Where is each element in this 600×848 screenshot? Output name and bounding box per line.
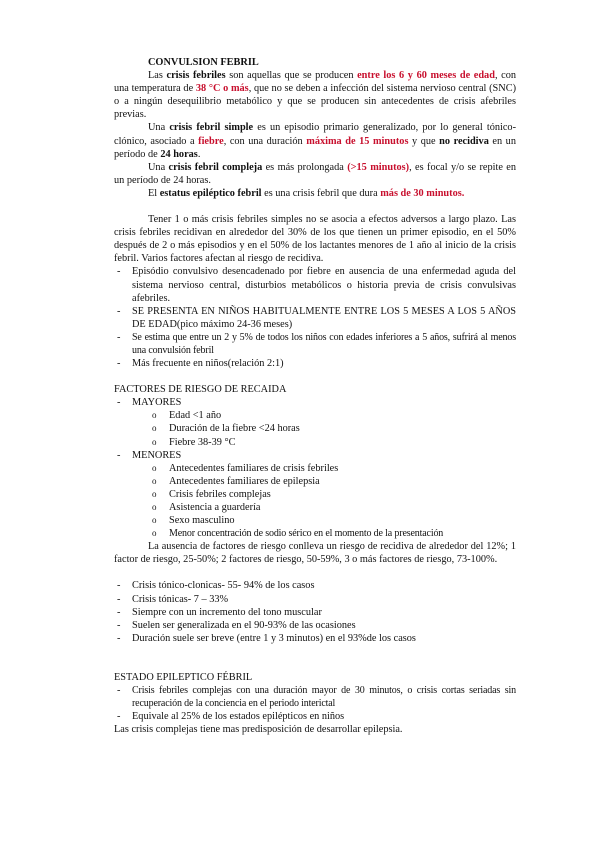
sublist-mayores [132, 409, 516, 448]
dash-marker: - [117, 358, 121, 370]
list-risk-factors [114, 396, 516, 540]
list-caracteristicas [114, 265, 516, 370]
sublist-item-text: Fiebre 38-39 °C [169, 436, 236, 448]
sublist-item-text: Antecedentes familiares de epilepsia [169, 475, 320, 487]
circle-bullet-icon: o [152, 410, 157, 421]
list-item-menores [114, 449, 516, 541]
dash-marker: - [117, 305, 121, 317]
paragraph-conclusion: Las crisis complejas tiene mas predisposición de desarrollar epilepsia. [114, 724, 403, 736]
text: , es focal y/o se repite en un período de 24 horas. [114, 161, 516, 186]
dash-marker: - [117, 606, 121, 618]
list-item-text: Equivale al 25% de los estados epilépticos en niños [132, 711, 345, 723]
group-label: MENORES [132, 449, 182, 461]
sublist-item [152, 409, 516, 422]
circle-bullet-icon: o [152, 436, 157, 447]
text: Una [148, 122, 170, 134]
dash-marker: - [117, 632, 121, 644]
sublist-menores [132, 462, 516, 541]
list-item-text: Episódio convulsivo desencadenado por fiebre en ausencia de una enfermedad aguda del sistema nervioso central, disturbios metabólicos o historia previa de crisis convulsivas afebriles. [132, 266, 516, 304]
bold-term: crisis febriles [166, 70, 226, 82]
status-title: ESTADO EPILEPTICO FÉBRIL [114, 671, 253, 683]
text: es un episodio primario generalizado, por lo general tónico-clónico, asociado a [114, 122, 517, 147]
highlight-red: (>15 minutos) [347, 161, 410, 173]
text: son aquellas que se producen [225, 70, 358, 82]
text: Una [148, 161, 169, 173]
sublist-item [152, 501, 516, 514]
text: , con una temperatura de [114, 70, 516, 95]
bold-term: estatus epiléptico febril [159, 187, 262, 199]
list-item [114, 593, 516, 606]
list-item-text: Crisis febriles complejas con una duración mayor de 30 minutos, o crisis cortas seriadas sin recuperación de la conciencia en el periodo interictal [132, 685, 516, 710]
bold-term: crisis febril compleja [168, 161, 263, 173]
dash-marker: - [117, 449, 121, 461]
document-page [114, 56, 516, 736]
sublist-item [152, 422, 516, 435]
sublist-item-text: Edad <1 año [169, 410, 222, 422]
text: El [148, 187, 160, 199]
list-item [114, 684, 516, 710]
paragraph-crisis-compleja [114, 161, 516, 187]
dash-marker: - [117, 331, 121, 343]
dash-marker: - [117, 711, 121, 723]
list-item [114, 331, 516, 357]
list-item-text: Crisis tónico-clonicas- 55- 94% de los casos [132, 580, 315, 592]
paragraph-recidiva: Tener 1 o más crisis febriles simples no se asocia a efectos adversos a largo plazo. Las crisis febriles recidivan en alrededor del 30% de los que tienen un primer episodio, en el 50% después de 2 o más episodios y en el 50% de los lactantes menores de 1 año al inicio de la crisis febril. Varios factores afectan al riesgo de recidiva. [114, 214, 516, 265]
list-item [114, 606, 516, 619]
list-item-text: Duración suele ser breve (entre 1 y 3 minutos) en el 93%de los casos [132, 632, 416, 644]
bold-term: 24 horas [160, 148, 198, 160]
circle-bullet-icon: o [152, 502, 157, 512]
list-item [114, 710, 516, 723]
risk-factors-title: FACTORES DE RIESGO DE RECAIDA [114, 384, 287, 396]
text: es una crisis febril que dura [261, 187, 381, 199]
highlight-red: entre los 6 y 60 meses de edad [357, 70, 495, 82]
bold-term: crisis febril simple [169, 122, 254, 134]
sublist-item-text: Sexo masculino [169, 515, 235, 527]
list-item [114, 357, 516, 370]
sublist-item [152, 462, 516, 475]
dash-marker: - [117, 397, 121, 409]
sublist-item [152, 527, 516, 540]
sublist-item-text: Asistencia a guardería [169, 502, 261, 513]
dash-marker: - [117, 685, 121, 697]
group-label: MAYORES [132, 397, 182, 409]
dash-marker: - [117, 266, 121, 278]
text: en un período de [114, 135, 516, 160]
text: y que [408, 135, 440, 147]
sublist-item-text: Duración de la fiebre <24 horas [169, 423, 300, 435]
dash-marker: - [117, 593, 121, 605]
text: Las [148, 70, 167, 82]
dash-marker: - [117, 580, 121, 592]
text: es más prolongada [262, 161, 348, 173]
list-item-text: SE PRESENTA EN NIÑOS HABITUALMENTE ENTRE LOS 5 MESES A LOS 5 AÑOS DE EDAD(pico máximo 24-36 meses) [132, 305, 516, 330]
list-item-text: Crisis tónicas- 7 – 33% [132, 593, 229, 605]
circle-bullet-icon: o [152, 528, 157, 539]
list-item-text: Suelen ser generalizada en el 90-93% de las ocasiones [132, 619, 356, 631]
circle-bullet-icon: o [152, 515, 157, 526]
circle-bullet-icon: o [152, 423, 157, 434]
list-item [114, 632, 516, 645]
circle-bullet-icon: o [152, 462, 157, 473]
highlight-red: máxima de 15 minutos [306, 135, 409, 147]
list-item [114, 579, 516, 592]
paragraph-crisis-febriles [114, 69, 516, 121]
list-item [114, 619, 516, 632]
list-item-mayores [114, 396, 516, 448]
text: . [197, 148, 201, 160]
sublist-item [152, 488, 516, 501]
paragraph-ausencia-riesgo: La ausencia de factores de riesgo conlleva un riesgo de recidiva de alrededor del 12%; 1 factor de riesgo, 25-50%; 2 factores de riesgo, 50-59%, 3 o más factores de riesgo, 73-100%. [114, 541, 516, 566]
document-title: CONVULSION FEBRIL [148, 57, 259, 68]
sublist-item-text: Antecedentes familiares de crisis febriles [169, 462, 339, 474]
sublist-item-text: Crisis febriles complejas [169, 488, 271, 500]
list-item [114, 265, 516, 304]
sublist-item [152, 475, 516, 488]
text: , con una duración [223, 135, 307, 147]
highlight-red: 38 °C o más [195, 83, 249, 95]
circle-bullet-icon: o [152, 475, 157, 486]
highlight-red: fiebre [198, 135, 224, 147]
paragraph-estatus [114, 187, 516, 200]
list-estado-epileptico [114, 684, 516, 723]
sublist-item [152, 436, 516, 449]
sublist-item-text: Menor concentración de sodio sérico en el momento de la presentación [169, 528, 444, 540]
bold-term: no recidiva [439, 135, 489, 147]
list-item [114, 305, 516, 331]
list-item-text: Siempre con un incremento del tono muscular [132, 606, 322, 618]
sublist-item [152, 514, 516, 527]
list-item-text: Se estima que entre un 2 y 5% de todos los niños con edades inferiores a 5 años, sufrirá al menos una convulsión febril [132, 331, 516, 356]
text: , que no se deben a infección del sistema nervioso central (SNC) o a ningún desequilibrio metabólico y que se producen sin antecedentes de crisis afebriles previas. [114, 83, 516, 121]
paragraph-crisis-simple [114, 121, 516, 160]
circle-bullet-icon: o [152, 488, 157, 499]
dash-marker: - [117, 619, 121, 631]
highlight-red: más de 30 minutos. [380, 187, 465, 199]
list-crisis-tipos [114, 579, 516, 644]
list-item-text: Más frecuente en niños(relación 2:1) [132, 358, 284, 370]
